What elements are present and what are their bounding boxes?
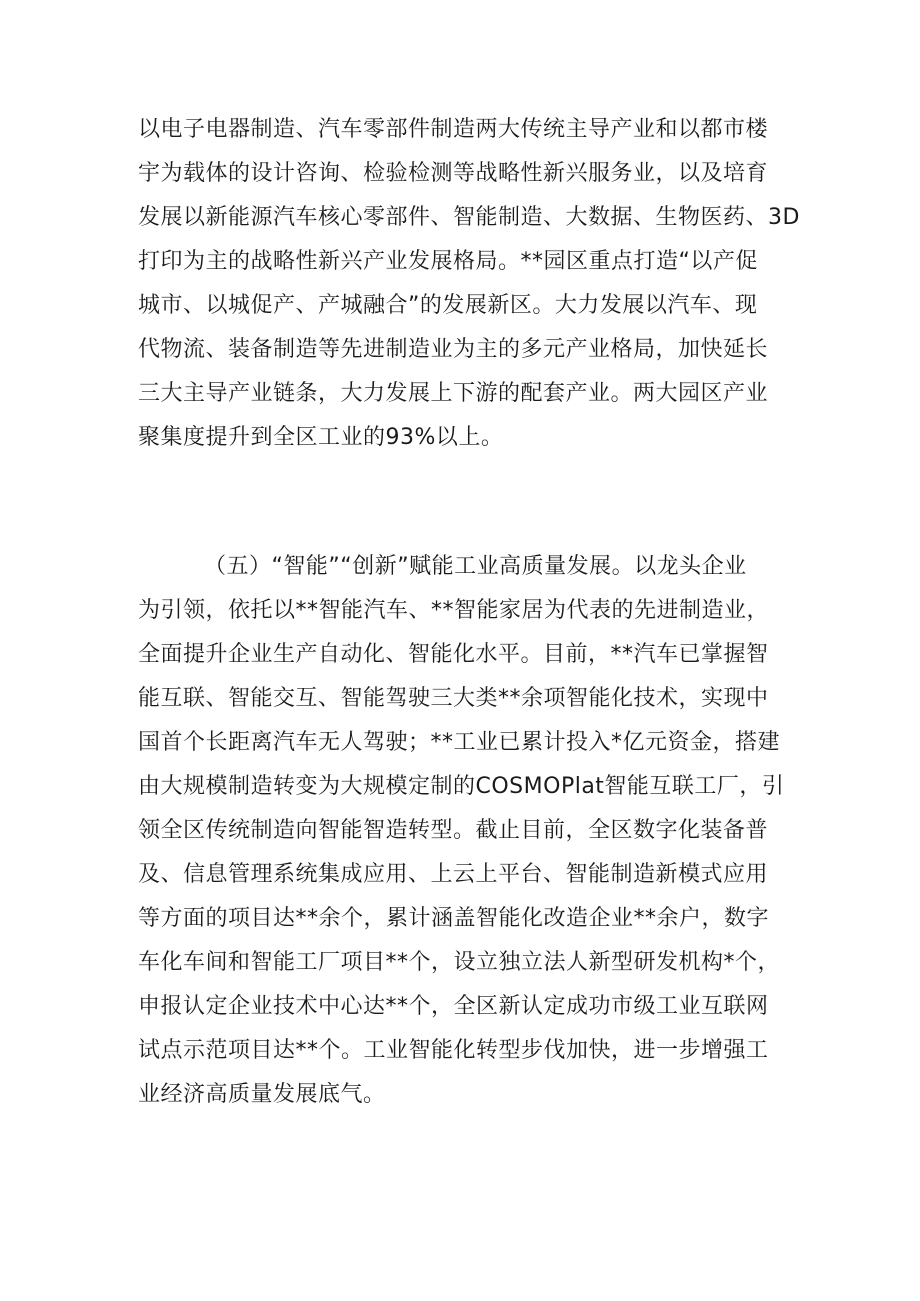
text-line: 领全区传统制造向智能智造转型。截止目前，全区数字化装备普: [138, 818, 769, 843]
paragraph-intelligent-innovation: [138, 545, 798, 1117]
text-line: 为引领，依托以**智能汽车、**智能家居为代表的先进制造业，: [138, 598, 770, 623]
text-line: 三大主导产业链条，大力发展上下游的配套产业。两大园区产业: [138, 381, 769, 406]
text-line: 代物流、装备制造等先进制造业为主的多元产业格局，加快延长: [138, 337, 769, 362]
text-line: 国首个长距离汽车无人驾驶；**工业已累计投入*亿元资金，搭建: [138, 730, 781, 755]
text-line: 申报认定企业技术中心达**个，全区新认定成功市级工业互联网: [138, 994, 769, 1019]
text-line: 等方面的项目达**余个，累计涵盖智能化改造企业**余户，数字: [138, 906, 770, 931]
text-line: 能互联、智能交互、智能驾驶三大类**余项智能化技术，实现中: [138, 686, 769, 711]
text-line: 城市、以城促产、产城融合”的发展新区。大力发展以汽车、现: [138, 293, 758, 318]
text-line: 宇为载体的设计咨询、检验检测等战略性新兴服务业，以及培育: [138, 161, 769, 186]
text-line: 发展以新能源汽车核心零部件、智能制造、大数据、生物医药、3D: [138, 205, 800, 230]
section-heading-line: （五）“智能”“创新”赋能工业高质量发展。以龙头企业: [204, 554, 747, 579]
text-line: 车化车间和智能工厂项目**个，设立独立法人新型研发机构*个，: [138, 950, 781, 975]
text-line: 试点示范项目达**个。工业智能化转型步伐加快，进一步增强工: [138, 1038, 769, 1063]
paragraph-industrial-layout: [138, 108, 798, 460]
text-line: 聚集度提升到全区工业的93%以上。: [138, 425, 504, 450]
text-line: 由大规模制造转变为大规模定制的COSMOPlat智能互联工厂，引: [138, 774, 785, 799]
text-line: 全面提升企业生产自动化、智能化水平。目前，**汽车已掌握智: [138, 642, 769, 667]
text-line: 以电子电器制造、汽车零部件制造两大传统主导产业和以都市楼: [138, 117, 769, 142]
text-line: 业经济高质量发展底气。: [138, 1082, 386, 1107]
text-line: 及、信息管理系统集成应用、上云上平台、智能制造新模式应用: [138, 862, 769, 887]
text-line: 打印为主的战略性新兴产业发展格局。**园区重点打造“以产促: [138, 249, 758, 274]
